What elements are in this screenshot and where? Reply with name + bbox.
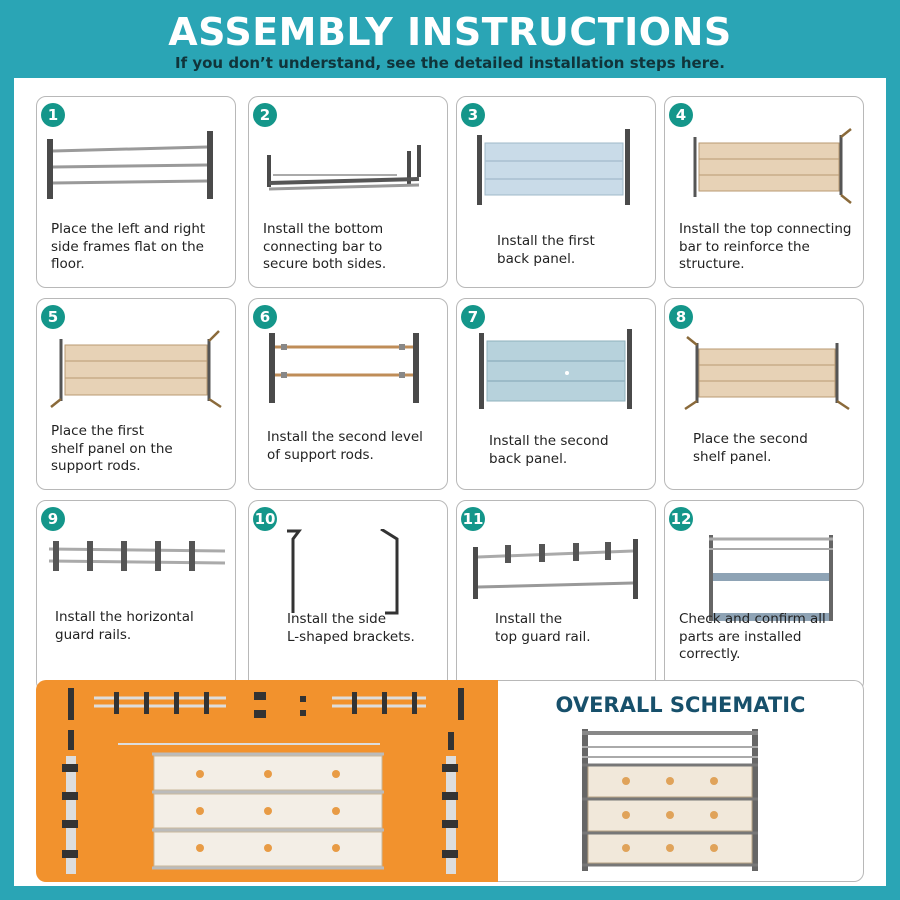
step-number-badge: 12 xyxy=(669,507,693,531)
parts-layout xyxy=(36,680,498,882)
step-description: Install the horizontal guard rails. xyxy=(55,609,194,643)
finished-rack-illustration xyxy=(673,529,857,621)
step-description: Install the second back panel. xyxy=(489,433,609,467)
side-frames-illustration xyxy=(45,125,229,217)
schematic-title: OVERALL SCHEMATIC xyxy=(555,693,806,717)
second-shelf-illustration xyxy=(673,327,857,419)
step-number-badge: 11 xyxy=(461,507,485,531)
shoe-rack-schematic xyxy=(576,725,766,875)
step-description: Place the second shelf panel. xyxy=(693,431,808,465)
step-card-3 xyxy=(456,96,656,288)
guard-rails-illustration xyxy=(45,529,229,621)
support-rods-illustration xyxy=(257,327,441,419)
top-bar-illustration xyxy=(673,125,857,217)
step-description: Check and confirm all parts are installed correctly. xyxy=(679,611,826,662)
back-panel-illustration xyxy=(465,125,649,217)
step-number-badge: 5 xyxy=(41,305,65,329)
step-number-badge: 2 xyxy=(253,103,277,127)
step-number-badge: 1 xyxy=(41,103,65,127)
step-number-badge: 8 xyxy=(669,305,693,329)
overall-schematic xyxy=(498,680,864,882)
step-card-8 xyxy=(664,298,864,490)
second-back-panel-illustration xyxy=(465,327,649,419)
parts-illustration xyxy=(36,680,498,882)
step-description: Install the top connecting bar to reinforce the structure. xyxy=(679,221,852,272)
step-description: Place the first shelf panel on the support rods. xyxy=(51,423,173,474)
step-description: Place the left and right side frames flat on the floor. xyxy=(51,221,206,272)
step-card-11 xyxy=(456,500,656,692)
page-subtitle: If you don’t understand, see the detailed installation steps here. xyxy=(175,54,725,72)
step-card-9 xyxy=(36,500,236,692)
step-number-badge: 6 xyxy=(253,305,277,329)
step-description: Install the top guard rail. xyxy=(495,611,591,645)
step-card-1 xyxy=(36,96,236,288)
l-brackets-illustration xyxy=(257,529,441,621)
step-description: Install the second level of support rods. xyxy=(267,429,423,463)
step-description: Install the first back panel. xyxy=(497,233,595,267)
step-card-7 xyxy=(456,298,656,490)
step-card-4 xyxy=(664,96,864,288)
step-description: Install the side L-shaped brackets. xyxy=(287,611,415,645)
step-card-2 xyxy=(248,96,448,288)
first-shelf-illustration xyxy=(45,327,229,419)
header xyxy=(0,0,900,80)
bottom-bar-illustration xyxy=(257,125,441,217)
step-card-6 xyxy=(248,298,448,490)
step-card-5 xyxy=(36,298,236,490)
step-description: Install the bottom connecting bar to secure both sides. xyxy=(263,221,387,272)
step-card-10 xyxy=(248,500,448,692)
step-card-12 xyxy=(664,500,864,692)
step-number-badge: 7 xyxy=(461,305,485,329)
page-title: ASSEMBLY INSTRUCTIONS xyxy=(168,10,732,54)
step-number-badge: 10 xyxy=(253,507,277,531)
step-number-badge: 9 xyxy=(41,507,65,531)
top-guard-rail-illustration xyxy=(465,529,649,621)
step-number-badge: 4 xyxy=(669,103,693,127)
step-number-badge: 3 xyxy=(461,103,485,127)
